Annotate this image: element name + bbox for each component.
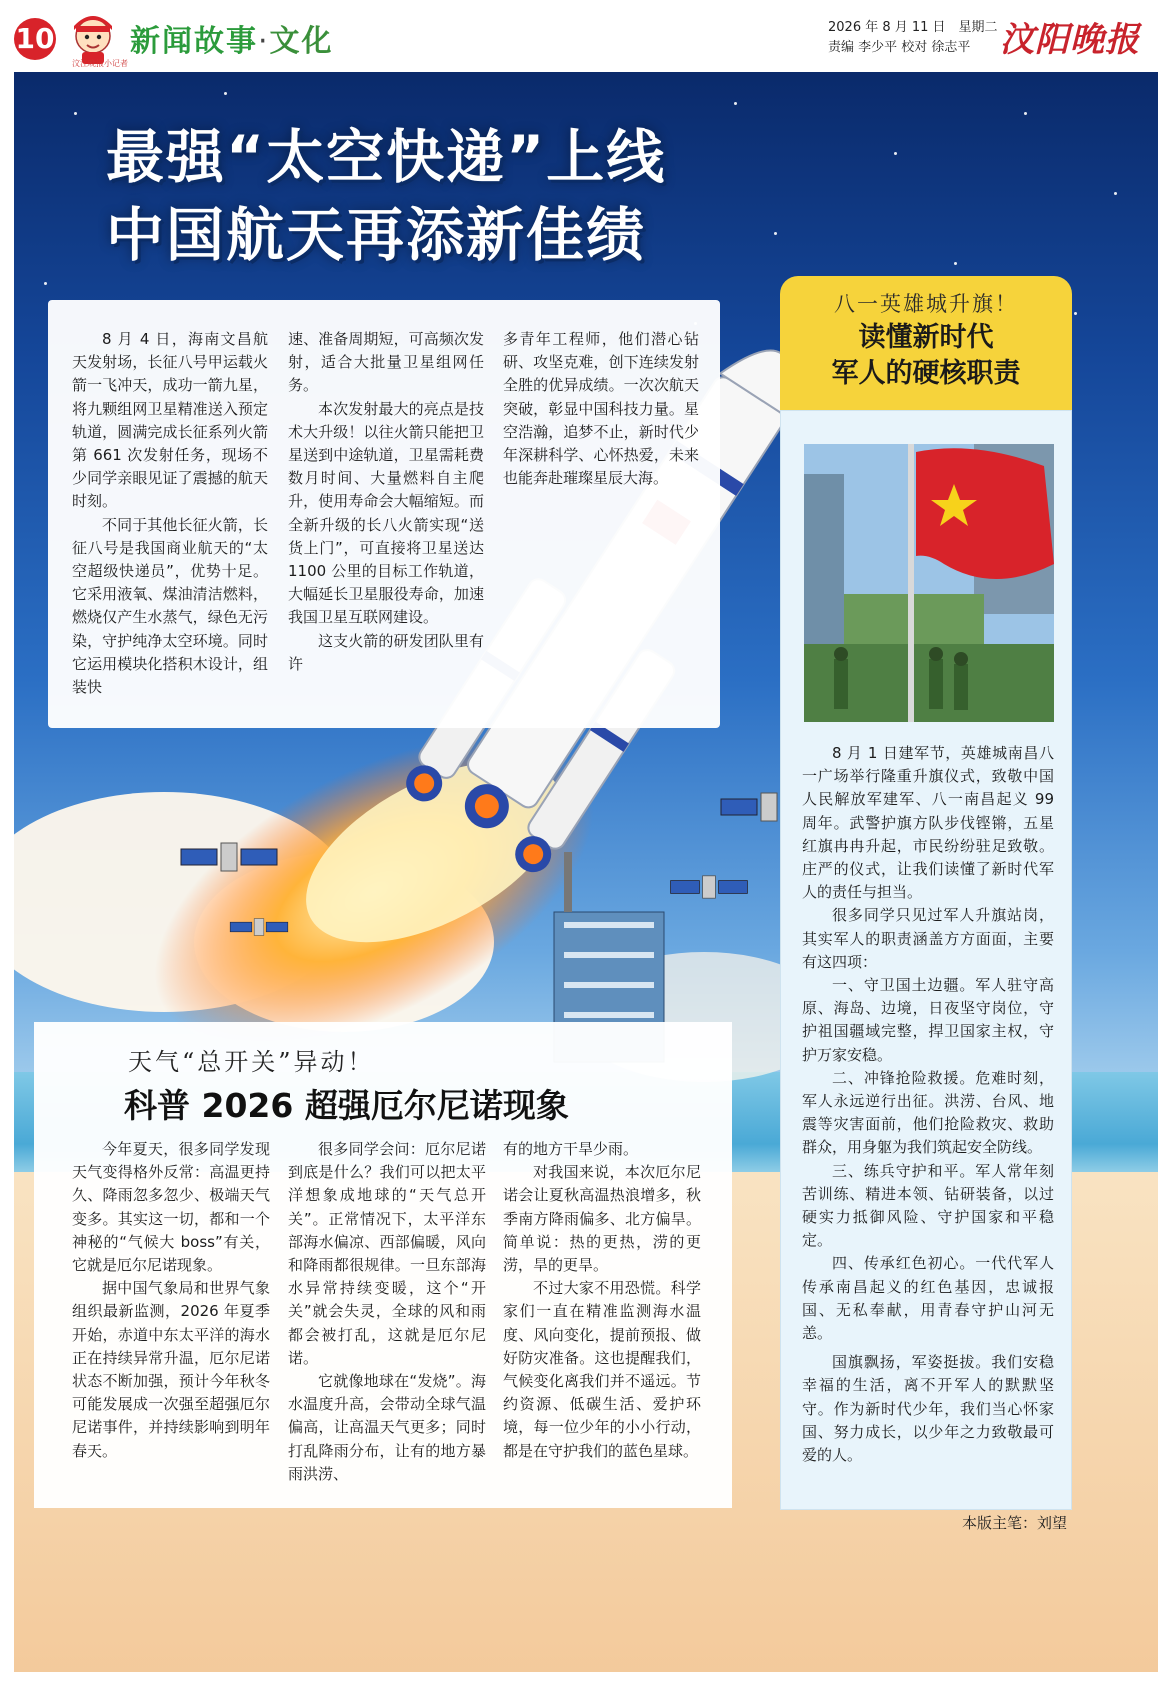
editor-credit: 责编 李少平 校对 徐志平 [828, 40, 971, 55]
paragraph: 今年夏天，很多同学发现天气变得格外反常：高温更持久、降雨忽多忽少、极端天气变多。其实这一切，都和一个神秘的“气候大 boss”有关，它就是厄尔尼诺现象。 [72, 1140, 270, 1275]
paragraph: 对我国来说，本次厄尔尼诺会让夏秋高温热浪增多，秋季南方降雨偏多、北方偏旱。简单说：热的更热，涝的更涝，旱的更旱。 [503, 1163, 701, 1275]
flag-story-title [780, 320, 1072, 392]
rocket-article-col2 [288, 328, 484, 676]
elnino-article-col1 [72, 1138, 270, 1463]
flag-story-text [802, 742, 1054, 1467]
elnino-article-col2 [288, 1138, 486, 1486]
paragraph: 二、冲锋抢险救援。危难时刻，军人永远逆行出征。洪涝、台风、地震等灾害面前，他们抢险救灾、救助群众，用身躯为我们筑起安全防线。 [802, 1068, 1054, 1157]
flag-icon [916, 448, 1054, 579]
paragraph: 8 月 1 日建军节，英雄城南昌八一广场举行隆重升旗仪式，致敬中国人民解放军建军、八一南昌起义 99 周年。武警护旗方队步伐铿锵，五星红旗冉冉升起，市民纷纷驻足致敬。庄严的仪式，让我们读懂了新时代军人的责任与担当。 [802, 744, 1054, 902]
paragraph: 多青年工程师，他们潜心钻研、攻坚克难，创下连续发射全胜的优异成绩。一次次航天突破，彰显中国科技力量。星空浩瀚，追梦不止，新时代少年深耕科学、心怀热爱，未来也能奔赴璀璨星辰大海。 [503, 330, 699, 488]
rocket-headline [106, 118, 666, 274]
rocket-article-col3 [503, 328, 699, 490]
paragraph: 一、守卫国土边疆。军人驻守高原、海岛、边境，日夜坚守岗位，守护祖国疆域完整，捍卫国家主权，守护万家安稳。 [802, 976, 1054, 1064]
paragraph: 速、准备周期短，可高频次发射，适合大批量卫星组网任务。 [288, 330, 484, 395]
flag-story-title-line1: 读懂新时代 [858, 322, 994, 353]
flag-story-title-line2: 军人的硬核职责 [831, 358, 1021, 389]
flag-raising-photo [804, 444, 1054, 722]
paragraph: 有的地方干旱少雨。 [503, 1140, 639, 1158]
elnino-article-col3 [503, 1138, 701, 1463]
page-number-badge: 10 [14, 18, 56, 60]
issue-date: 2026 年 8 月 11 日 星期二 [828, 20, 998, 35]
issue-meta [828, 18, 998, 58]
paragraph: 三、练兵守护和平。军人常年刻苦训练、精进本领、钻研装备，以过硬实力抵御风险、守护国家和平稳定。 [802, 1161, 1054, 1250]
elnino-kicker: 天气“总开关”异动！ [128, 1048, 375, 1076]
paragraph: 国旗飘扬，军姿挺拔。我们安稳幸福的生活，离不开军人的默默坚守。作为新时代少年，我们当心怀家国、努力成长，以少年之力致敬最可爱的人。 [802, 1353, 1054, 1465]
satellite-icon [671, 876, 748, 898]
paragraph: 很多同学只见过军人升旗站岗，其实军人的职责涵盖方方面面，主要有这四项： [802, 906, 1054, 971]
section-title-part2: 文化 [269, 24, 334, 59]
paragraph: 这支火箭的研发团队里有许 [288, 631, 484, 673]
flag-story-header [780, 276, 1072, 410]
elnino-title: 科普 2026 超强厄尔尼诺现象 [124, 1086, 569, 1125]
flagpole-icon [908, 444, 914, 722]
rocket-article-col1 [72, 328, 268, 699]
page-byline: 本版主笔：刘望 [962, 1514, 1068, 1532]
paragraph: 很多同学会问：厄尔尼诺到底是什么？我们可以把太平洋想象成地球的“天气总开关”。正常情况下，太平洋东部海水偏凉、西部偏暖，风向和降雨都很规律。一旦东部海水异常持续变暖，这个“开关”就会失灵，全球的风和雨都会被打乱，这就是厄尔尼诺。 [288, 1140, 486, 1367]
section-title-part1: 新闻故事 [130, 24, 258, 59]
paragraph: 本次发射最大的亮点是技术大升级！以往火箭只能把卫星送到中途轨道，卫星需耗费数月时间、大量燃料自主爬升，使用寿命会大幅缩短。而全新升级的长八火箭实现“送货上门”，可直接将卫星送达 1100 公里的目标工作轨道，大幅延长卫星服役寿命，加速我国卫星互联网建设。 [288, 399, 484, 627]
paragraph: 它就像地球在“发烧”。海水温度升高，会带动全球气温偏高，让高温天气更多；同时打乱降雨分布，让有的地方暴雨洪涝、 [288, 1372, 486, 1483]
newspaper-logo: 汶阳晚报 [1000, 20, 1140, 60]
paragraph: 据中国气象局和世界气象组织最新监测，2026 年夏季开始，赤道中东太平洋的海水正在持续异常升温，厄尔尼诺状态不断加强，预计今年秋冬可能发展成一次强至超强厄尔尼诺事件，并持续影响到明年春天。 [72, 1279, 270, 1460]
flag-story-kicker: 八一英雄城升旗！ [834, 292, 1018, 316]
paragraph: 不同于其他长征火箭，长征八号是我国商业航天的“太空超级快递员”，优势十足。它采用液氧、煤油清洁燃料，燃烧仅产生水蒸气，绿色无污染，守护纯净太空环境。同时它运用模块化搭积木设计，组装快 [72, 515, 268, 697]
section-title [130, 16, 334, 60]
paragraph: 四、传承红色初心。一代代军人传承南昌起义的红色基因，忠诚报国、无私奉献，用青春守护山河无恙。 [802, 1254, 1054, 1343]
masthead [0, 0, 1172, 72]
paragraph: 8 月 4 日，海南文昌航天发射场，长征八号甲运载火箭一飞冲天，成功一箭九星，将九颗组网卫星精准送入预定轨道，圆满完成长征系列火箭第 661 次发射任务，现场不少同学亲眼见证了震撼的航天时刻。 [72, 330, 268, 511]
mascot-caption: 汶江晚报小记者 [72, 59, 128, 68]
rocket-headline-line2: 中国航天再添新佳绩 [106, 201, 647, 269]
section-title-dot: · [258, 24, 270, 59]
paragraph: 不过大家不用恐慌。科学家们一直在精准监测海水温度、风向变化，提前预报、做好防灾准备。这也提醒我们，气候变化离我们并不遥远。节约资源、低碳生活、爱护环境，每一位少年的小小行动，都是在守护我们的蓝色星球。 [503, 1279, 701, 1460]
rocket-headline-line1: 最强“太空快递”上线 [106, 123, 667, 191]
